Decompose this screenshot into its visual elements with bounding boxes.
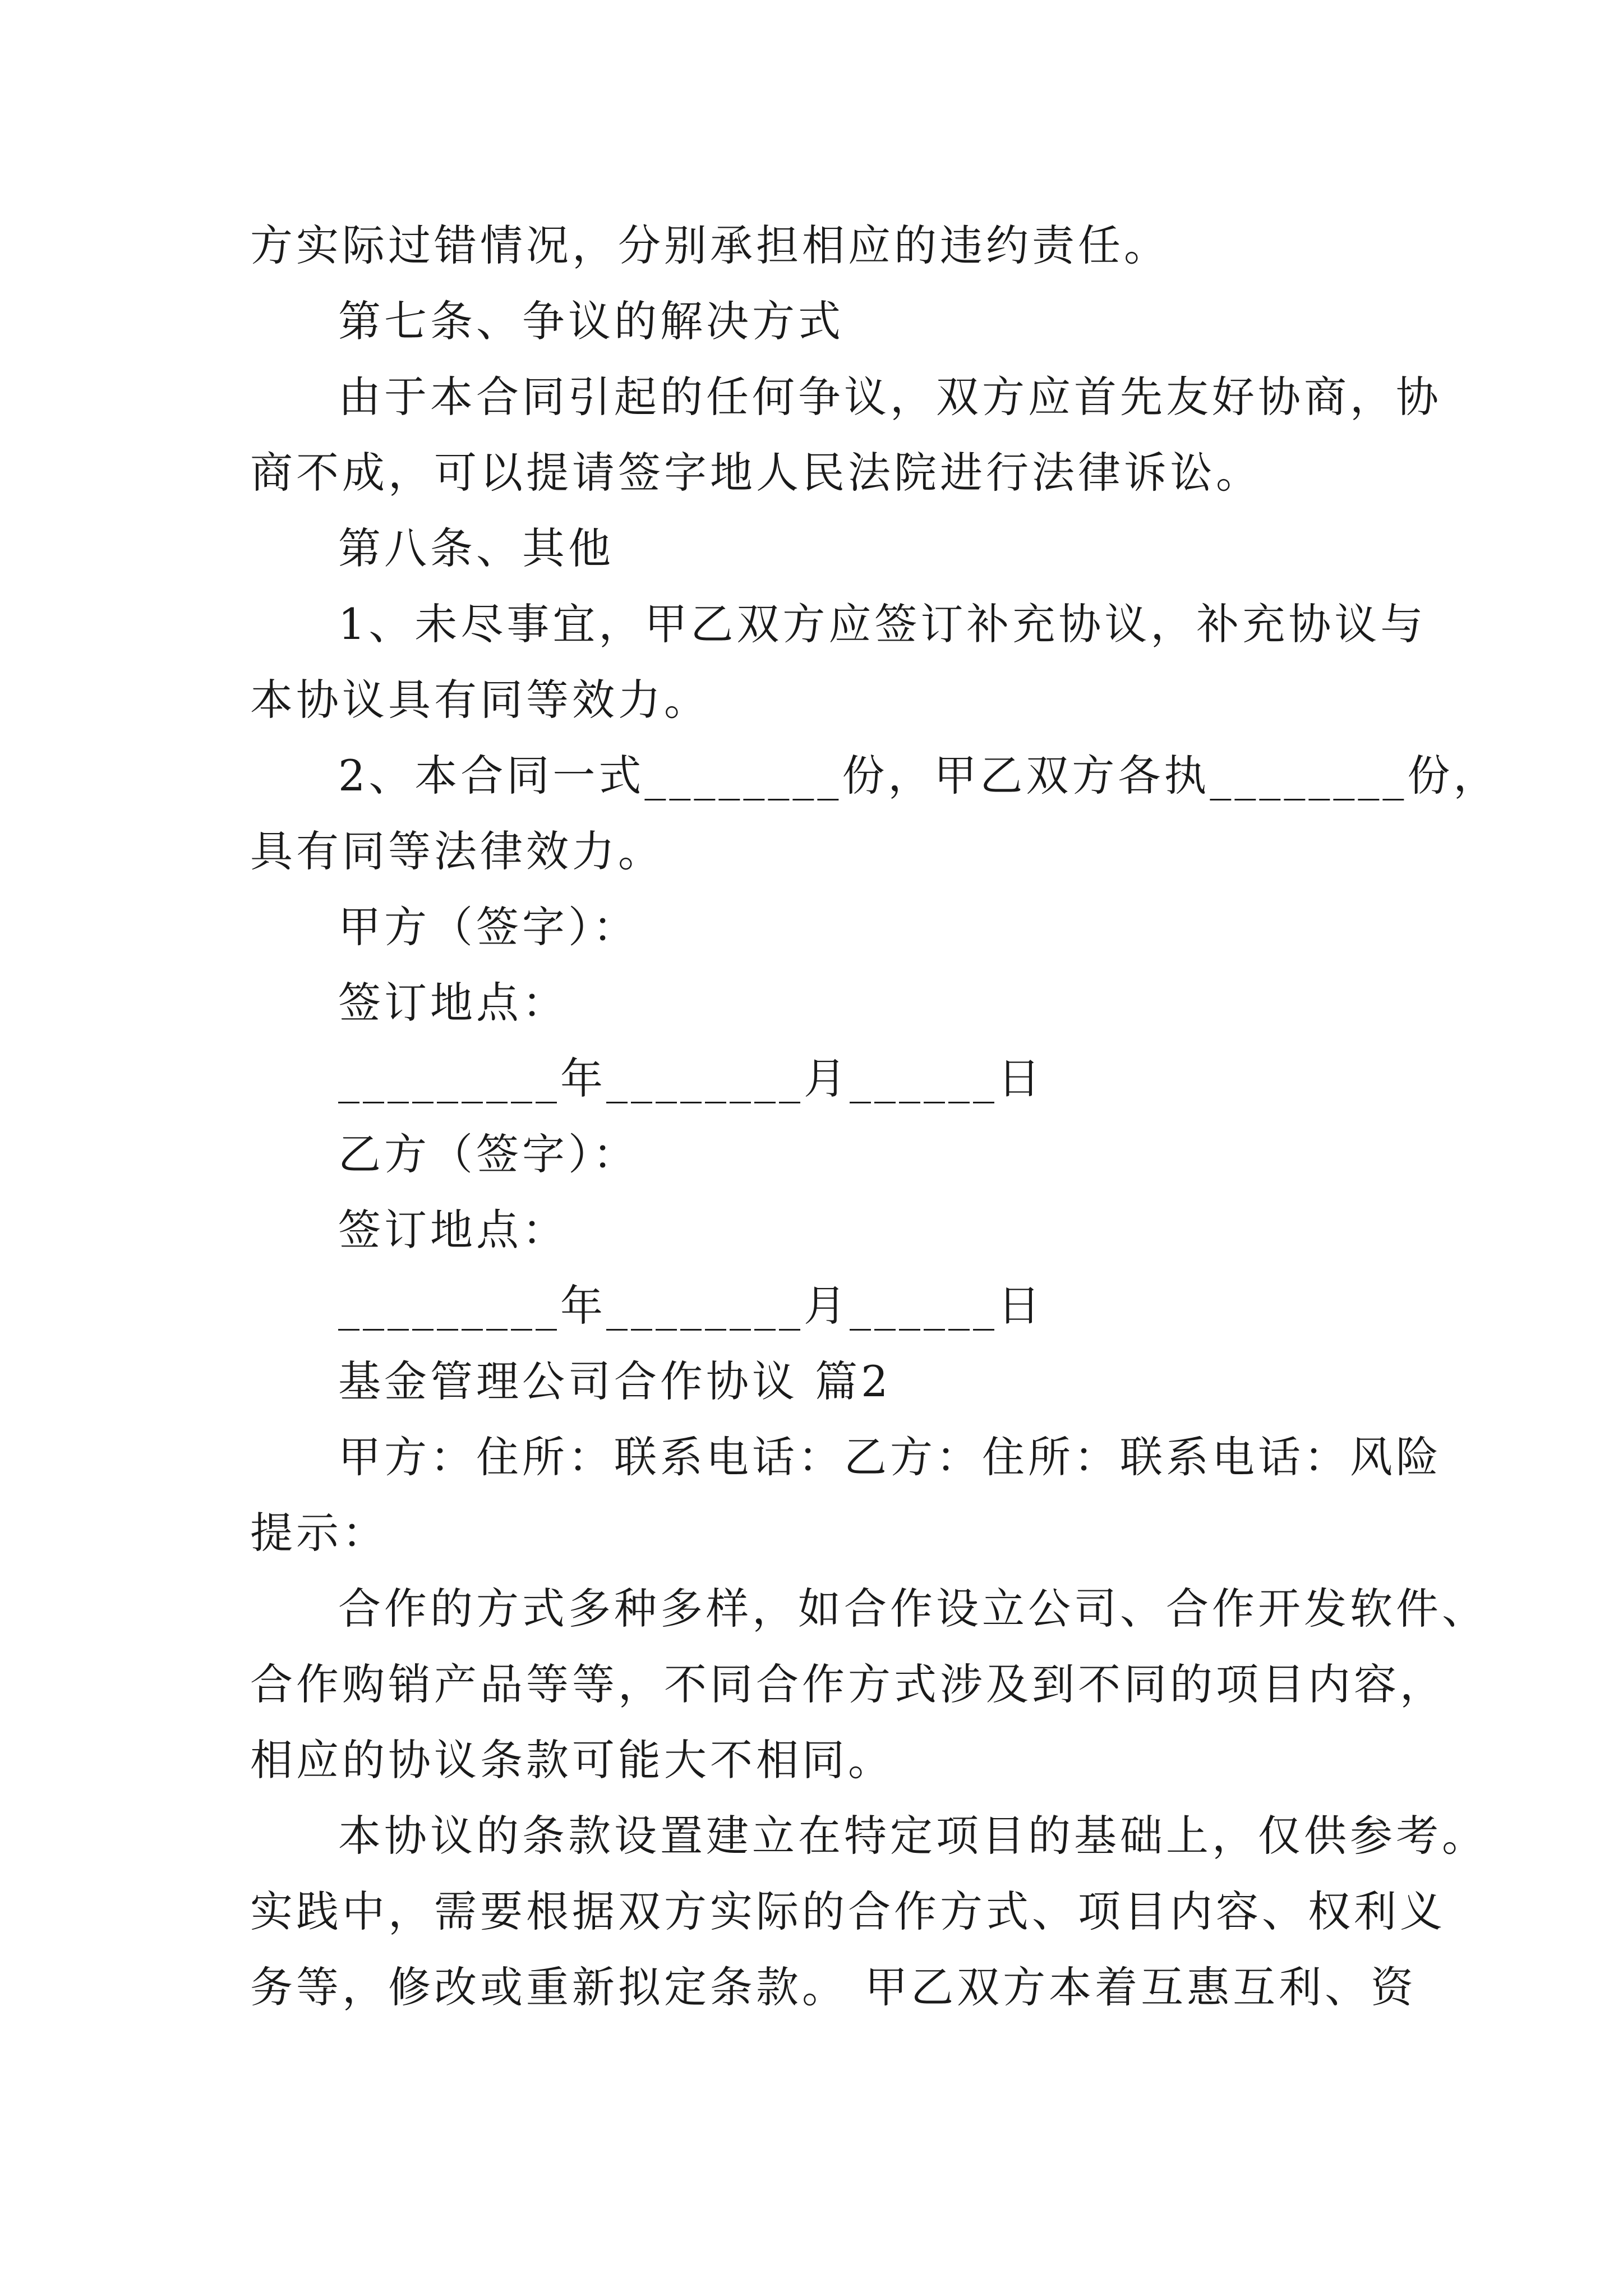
paragraph-line: 1、未尽事宜，甲乙双方应签订补充协议，补充协议与 [338,599,1427,649]
section-heading: 第七条、争议的解决方式 [338,296,844,346]
paragraph-line: 提示： [250,1508,388,1558]
section-heading: 第八条、其他 [338,523,614,573]
paragraph-line: 本协议具有同等效力。 [250,675,710,725]
document-body [250,208,1500,2025]
signature-party-a: 甲方（签字）： [338,902,639,952]
signing-place: 签订地点： [338,1205,568,1255]
paragraph-line: 合作购销产品等等，不同合作方式涉及到不同的项目内容， [250,1659,1446,1709]
paragraph-line: 商不成，可以提请签字地人民法院进行法律诉讼。 [250,448,1262,498]
paragraph-line: 合作的方式多种多样，如合作设立公司、合作开发软件、 [338,1584,1488,1634]
paragraph-line: 务等，修改或重新拟定条款。 甲乙双方本着互惠互利、资 [250,1962,1417,2012]
paragraph-line: 本协议的条款设置建立在特定项目的基础上，仅供参考。 [338,1811,1488,1861]
signing-date: _________年________月______日 [338,1053,1044,1103]
paragraph-line: 相应的协议条款可能大不相同。 [250,1735,894,1785]
paragraph-line: 方实际过错情况，分别承担相应的违约责任。 [250,220,1170,270]
signature-party-b: 乙方（签字）： [338,1129,639,1179]
paragraph-line: 由于本合同引起的任何争议，双方应首先友好协商，协 [338,372,1442,422]
paragraph-line: 实践中，需要根据双方实际的合作方式、项目内容、权利义 [250,1887,1446,1936]
paragraph-line: 具有同等法律效力。 [250,826,664,876]
paragraph-line: 甲方：住所：联系电话：乙方：住所：联系电话：风险 [338,1432,1442,1482]
signing-place: 签订地点： [338,978,568,1028]
paragraph-line: 2、本合同一式________份，甲乙双方各执________份， [338,751,1500,800]
signing-date: _________年________月______日 [338,1281,1044,1331]
section-title: 基金管理公司合作协议 篇2 [338,1356,892,1406]
